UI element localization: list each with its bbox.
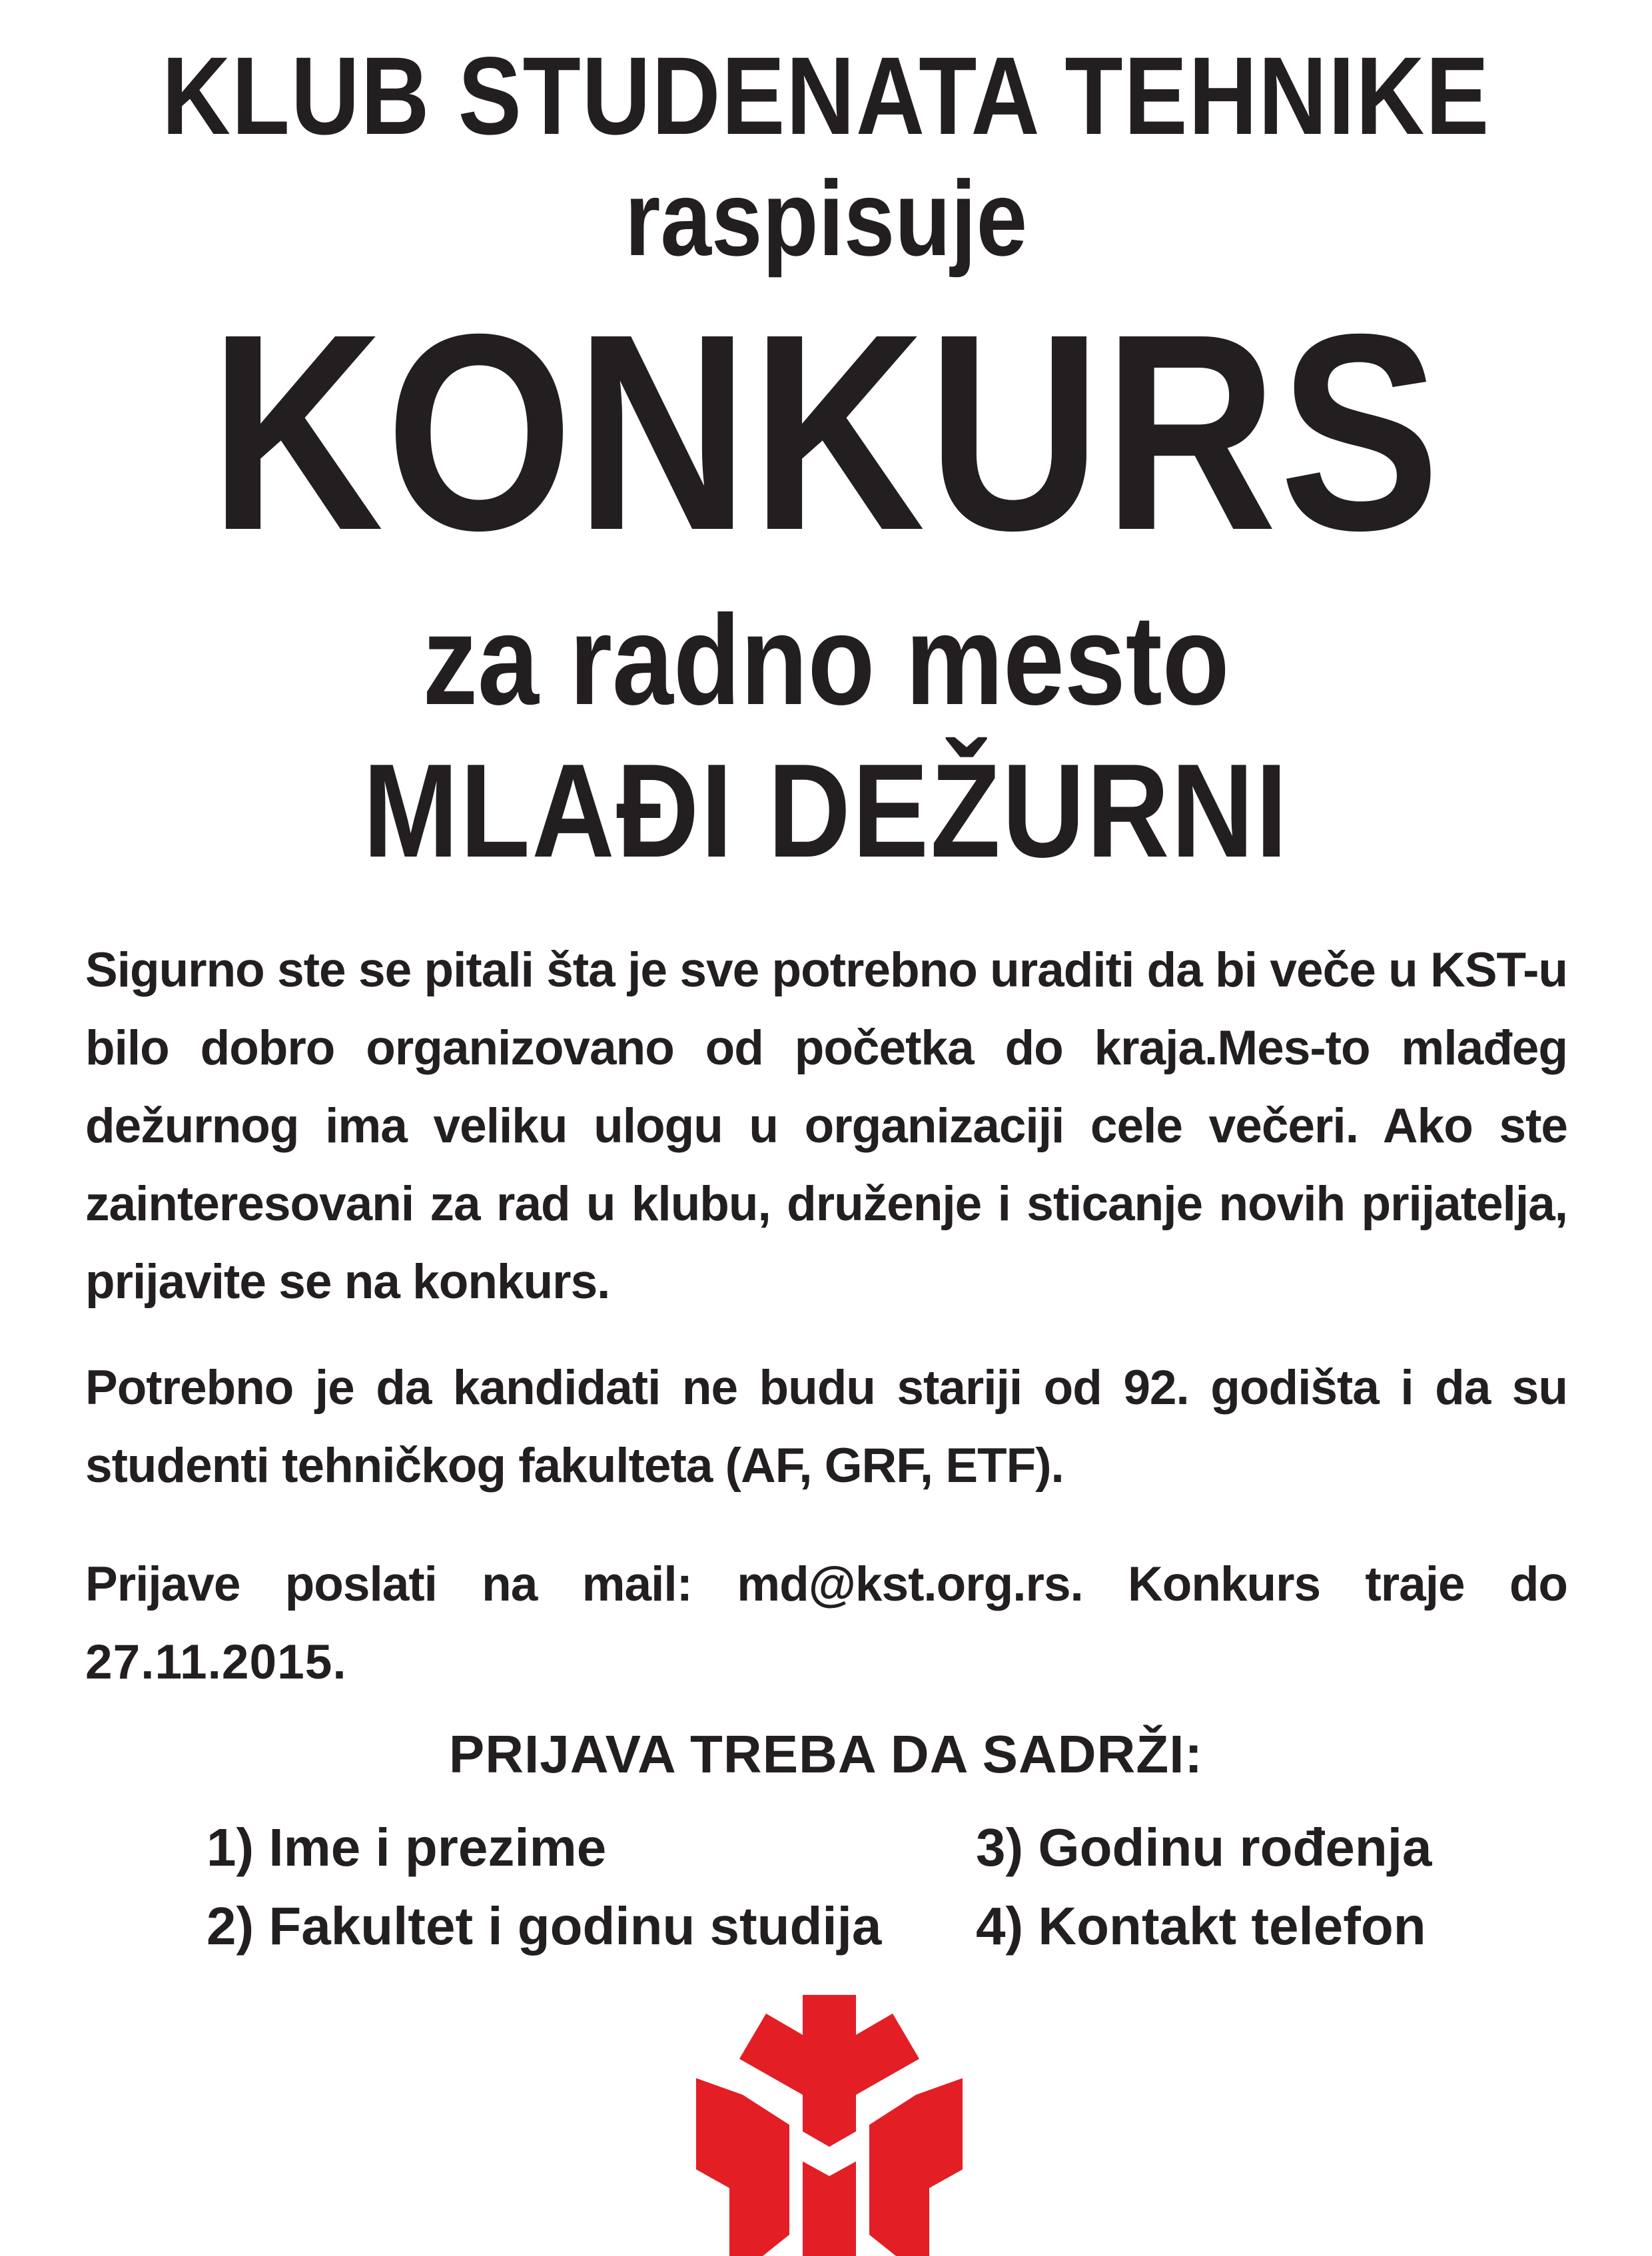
list-item: 4) Kontakt telefon [976,1896,1426,1956]
page-title: KONKURS [209,276,1443,589]
organization-name: KLUB STUDENATA TEHNIKE [161,35,1491,158]
requirements-list-right [976,1808,1432,1966]
requirements-list-left [206,1808,881,1966]
eligibility-paragraph: Potrebno je da kandidati ne budu stariji od 92. godišta i da su studenti tehničkog fakulteta (AF, GRF, ETF). [85,1361,1567,1493]
announces-text: raspisuje [624,159,1028,278]
requirements-heading: PRIJAVA TREBA DA SADRŽI: [448,1724,1204,1784]
list-item: 2) Fakultet i godinu studija [206,1896,882,1956]
list-item: 1) Ime i prezime [206,1818,607,1877]
application-paragraph [85,1545,1567,1701]
position-name: MLAĐI DEŽURNI [362,737,1290,885]
intro-paragraph: Sigurno ste se pitali šta je sve potrebno uraditi da bi veče u KST-u bilo dobro organizovano od početka do kraja.Mes-to mlađeg dežurnog ima veliku ulogu u organizaciji cele večeri. Ako ste zainteresovani za rad u klubu, druženje i sticanje novih prijatelja, prijavite se na konkurs. [85,943,1567,1309]
position-intro: za radno mesto [422,588,1230,731]
list-item: 3) Godinu rođenja [976,1818,1432,1877]
deadline-date: 27.11.2015. [85,1635,347,1689]
kst-logo-icon [689,1995,969,2256]
logo-shape [696,1995,963,2256]
application-text: Prijave poslati na mail: md@kst.org.rs. Konkurs traje do [85,1557,1567,1611]
